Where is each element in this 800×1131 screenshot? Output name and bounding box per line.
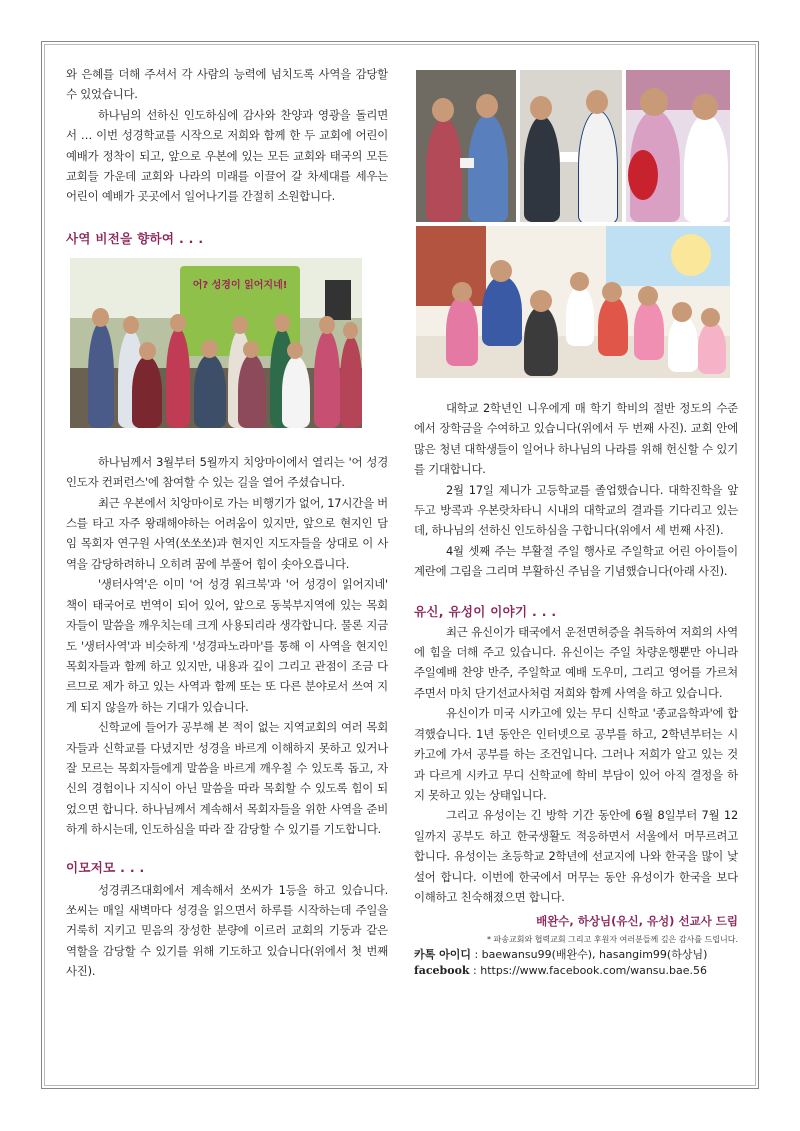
vision-paragraph-1: 하나님께서 3월부터 5월까지 치앙마이에서 열리는 '어 성경 인도자 컨퍼런스'에 참여할 수 있는 길을 열어 주셨습니다. xyxy=(66,454,388,490)
left-column xyxy=(66,64,388,982)
univ-paragraph-3: 4월 셋째 주는 부활절 주일 행사로 주일학교 어린 아이들이 계란에 그림을 그리며 부활하신 주님을 기념했습니다(아래 사진). xyxy=(414,543,738,579)
right-column xyxy=(414,64,738,979)
yusung-paragraph: 그리고 유성이는 긴 방학 기간 동안에 6월 8일부터 7월 12일까지 공부도 하고 한국생활도 적응하면서 서울에서 머무르려고 합니다. 유성이는 초등학교 2학년에 선교지에 나와 한국을 많이 낯설어 합니다. 이번에 한국에서 머무는 동안 유성이가 한국을 보다 이해하고 친숙해졌으면 합니다. xyxy=(414,808,738,904)
photo-collage xyxy=(416,64,730,378)
univ-paragraph-2: 2월 17일 제니가 고등학교를 졸업했습니다. 대학진학을 앞두고 방콕과 우본랏차타니 시내의 대학교의 결과를 기다리고 있는데, 하나님의 선하신 인도하심을 구합니다(위에서 세 번째 사진). xyxy=(414,482,738,538)
vision-paragraph-2: 최근 우본에서 치앙마이로 가는 비행기가 없어, 17시간을 버스를 타고 자주 왕래해야하는 어려움이 있지만, 앞으로 현지인 담임 목회자 연구원 사역(쏘쏘쏘)과 현지인 지도자들을 상대로 이 사역을 감당하려하니 오히려 꿈에 부풀어 힘이 솟아오릅니다. xyxy=(66,495,388,571)
intro-paragraph-2: 하나님의 선하신 인도하심에 감사와 찬양과 영광을 돌리면서 … 이번 성경학교를 시작으로 저희와 함께 한 두 교회에 어린이 예배가 정착이 되고, 앞으로 우본에 있는 모든 교회와 태국의 모든 교회들 가운데 교회와 나라의 미래를 이끌어 갈 차세대를 세우는 어린이 예배가 곳곳에서 일어나기를 간절히 소원합니다. xyxy=(66,107,388,204)
graduation-photo xyxy=(626,70,730,222)
misc-heading: 이모저모 . . . xyxy=(66,859,145,875)
vision-paragraph-4: 신학교에 들어가 공부해 본 적이 없는 지역교회의 여러 목회자들과 신학교를 다녔지만 성경을 바르게 이해하지 못하고 있거나 잘 모르는 목회자들에게 말씀을 바르게 깨우칠 수 있도록 돕고, 자신의 경험이나 지식이 아닌 말씀을 따라 목회할 수 있도록 힘이 되었으면 합니다. 하나님께서 계속해서 목회자들을 위한 사역을 준비하게 하시는데, 인도하심을 따라 잘 감당할 수 있기를 기도합니다. xyxy=(66,720,388,837)
misc-paragraph-1: 성경퀴즈대회에서 계속해서 쏘씨가 1등을 하고 있습니다. 쏘씨는 매일 새벽마다 성경을 읽으면서 하루를 시작하는데 주일을 거룩히 지키고 믿음의 장성한 분량에 이르러 교회의 기둥과 같은 역할을 감당할 수 있기를 위해 기도하고 있습니다(위에서 첫 번째 사진). xyxy=(66,882,388,979)
signature: 배완수, 하상님(유신, 유성) 선교사 드림 xyxy=(536,914,738,929)
thanks-note: * 파송교회와 협력교회 그리고 후원자 여러분들께 깊은 감사를 드립니다. xyxy=(487,935,738,945)
conference-group-photo xyxy=(70,258,362,428)
yusin-yusung-heading: 유신, 유성이 이야기 . . . xyxy=(414,603,557,619)
intro-paragraph-1: 와 은혜를 더해 주셔서 각 사람의 능력에 넘치도록 사역을 감당할 수 있었습니다. xyxy=(66,67,388,102)
yusin-paragraph-1: 최근 유신이가 태국에서 운전면허증을 취득하여 저희의 사역에 힘을 더해 주고 있습니다. 유신이는 주일 차량운행뿐만 아니라 주일예배 찬양 반주, 주일학교 예배 도우미, 그리고 영어를 가르쳐 주면서 마치 단기선교사처럼 저희와 함께 사역을 하고 있습니다. xyxy=(414,624,738,700)
vision-heading: 사역 비전을 향하여 . . . xyxy=(66,230,204,246)
facebook-label: facebook xyxy=(414,964,470,978)
scholarship-photo-2 xyxy=(520,70,622,222)
kakao-contact xyxy=(414,947,738,963)
banner-text: 어? 성경이 읽어지네! xyxy=(192,279,288,291)
easter-egg-painting-photo xyxy=(416,226,730,378)
vision-paragraph-3: '생터사역'은 이미 '어 성경 워크북'과 '어 성경이 읽어지네' 책이 태국어로 번역이 되어 있어, 앞으로 동북부지역에 있는 목회자들이 말씀을 깨우치는데 크게 사용되리라 생각합니다. 물론 지금도 '생터사역'과 비슷하게 '성경파노라마'를 통해 이 사역을 현지인 목회자들과 함께 하고 있지만, 내용과 깊이 그리고 관점이 조금 다르므로 제가 하고 있는 사역과 함께 또는 또 다른 분야로서 쓰여 지게 되지 않을까 하는 기대가 있습니다. xyxy=(66,577,388,714)
kakao-label: 카톡 아이디 xyxy=(414,948,471,962)
kakao-value: : baewansu99(배완수), hasangim99(하상님) xyxy=(474,948,708,962)
facebook-contact xyxy=(414,963,738,979)
univ-paragraph-1: 대학교 2학년인 니우에게 매 학기 학비의 절반 정도의 수준에서 장학금을 수여하고 있습니다(위에서 두 번째 사진). 교회 안에 많은 청년 대학생들이 일어나 하나님의 나라를 위해 헌신할 수 있기를 기대합니다. xyxy=(414,401,738,477)
facebook-link[interactable]: : https://www.facebook.com/wansu.bae.56 xyxy=(473,964,707,978)
scholarship-photo-1 xyxy=(416,70,516,222)
yusin-paragraph-2: 유신이가 미국 시카고에 있는 무디 신학교 '종교음학과'에 합격했습니다. 1년 동안은 인터넷으로 공부를 하고, 2학년부터는 시카고에 가서 공부를 하는 조건입니다. 그러나 저희가 알고 있는 것과 다르게 시카고 무디 신학교에 학비 부담이 있어 아직 결정을 하지 못하고 있는 상태입니다. xyxy=(414,706,738,802)
